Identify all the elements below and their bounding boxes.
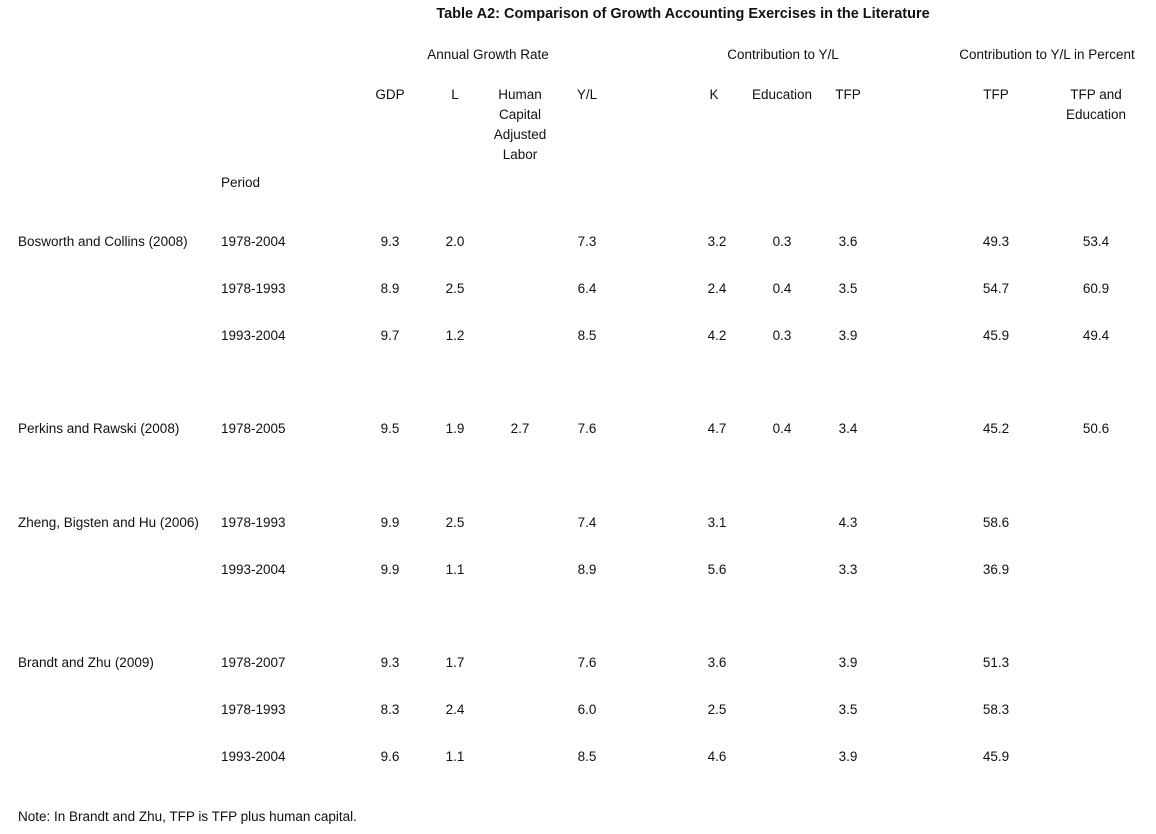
cell-gdp: 9.5: [380, 421, 400, 436]
cell-tfp-percent: 51.3: [982, 655, 1010, 670]
cell-period: 1978-1993: [221, 702, 286, 717]
cell-gdp: 9.9: [380, 562, 400, 577]
table-note: Note: In Brandt and Zhu, TFP is TFP plus human capital.: [18, 809, 357, 824]
group-header-contribution: Contribution to Y/L: [727, 47, 839, 62]
cell-capital: 5.6: [707, 562, 727, 577]
cell-tfp: 3.9: [838, 655, 858, 670]
col-header-education: Education: [751, 87, 813, 102]
cell-labor: 2.4: [445, 702, 465, 717]
col-header-human-capital-adjusted-labor: [494, 85, 547, 165]
cell-output-per-labor: 7.6: [577, 421, 597, 436]
cell-period: 1993-2004: [221, 749, 286, 764]
col-header-hcal-line-4: Labor: [502, 147, 538, 162]
cell-output-per-labor: 7.4: [577, 515, 597, 530]
cell-gdp: 9.9: [380, 515, 400, 530]
cell-period: 1993-2004: [221, 562, 286, 577]
cell-study: Brandt and Zhu (2009): [18, 655, 154, 670]
cell-tfp-and-education-percent: 50.6: [1082, 421, 1110, 436]
cell-output-per-labor: 7.3: [577, 234, 597, 249]
cell-education: 0.4: [772, 281, 792, 296]
cell-tfp: 3.5: [838, 702, 858, 717]
col-header-gdp: GDP: [375, 87, 405, 102]
cell-period: 1993-2004: [221, 328, 286, 343]
cell-gdp: 9.7: [380, 328, 400, 343]
cell-tfp-and-education-percent: 49.4: [1082, 328, 1110, 343]
cell-capital: 4.2: [707, 328, 727, 343]
cell-tfp-and-education-percent: 60.9: [1082, 281, 1110, 296]
col-header-tfp: TFP: [835, 87, 861, 102]
cell-education: 0.3: [772, 234, 792, 249]
cell-gdp: 9.3: [380, 234, 400, 249]
cell-study: Perkins and Rawski (2008): [18, 421, 180, 436]
cell-tfp-percent: 58.6: [982, 515, 1010, 530]
cell-tfp-percent: 45.9: [982, 749, 1010, 764]
cell-labor: 2.5: [445, 515, 465, 530]
cell-study: Zheng, Bigsten and Hu (2006): [18, 515, 199, 530]
cell-gdp: 8.9: [380, 281, 400, 296]
cell-capital: 2.5: [707, 702, 727, 717]
cell-tfp-percent: 58.3: [982, 702, 1010, 717]
cell-study: Bosworth and Collins (2008): [18, 234, 188, 249]
cell-output-per-labor: 8.5: [577, 328, 597, 343]
col-header-tfp-percent: TFP: [983, 87, 1009, 102]
cell-output-per-labor: 8.9: [577, 562, 597, 577]
cell-gdp: 9.6: [380, 749, 400, 764]
cell-labor: 1.9: [445, 421, 465, 436]
cell-tfp: 3.6: [838, 234, 858, 249]
cell-period: 1978-2004: [221, 234, 286, 249]
cell-period: 1978-2005: [221, 421, 286, 436]
cell-labor: 1.7: [445, 655, 465, 670]
cell-tfp: 3.9: [838, 749, 858, 764]
cell-tfp-percent: 45.9: [982, 328, 1010, 343]
cell-output-per-labor: 7.6: [577, 655, 597, 670]
cell-tfp-percent: 54.7: [982, 281, 1010, 296]
col-header-hcal-line-1: Human: [498, 87, 542, 102]
col-header-hcal-line-3: Adjusted: [493, 127, 547, 142]
cell-education: 0.3: [772, 328, 792, 343]
cell-gdp: 8.3: [380, 702, 400, 717]
cell-output-per-labor: 6.0: [577, 702, 597, 717]
cell-tfp-percent: 49.3: [982, 234, 1010, 249]
cell-tfp-percent: 36.9: [982, 562, 1010, 577]
cell-labor: 1.1: [445, 562, 465, 577]
group-header-contribution-percent: Contribution to Y/L in Percent: [959, 47, 1135, 62]
table-title: Table A2: Comparison of Growth Accounting Exercises in the Literature: [436, 6, 930, 22]
cell-labor: 1.2: [445, 328, 465, 343]
cell-capital: 3.1: [707, 515, 727, 530]
cell-tfp: 3.9: [838, 328, 858, 343]
cell-capital: 2.4: [707, 281, 727, 296]
cell-labor: 2.0: [445, 234, 465, 249]
cell-hcal: 2.7: [510, 421, 530, 436]
col-header-hcal-line-2: Capital: [498, 107, 542, 122]
group-header-annual-growth: Annual Growth Rate: [427, 47, 549, 62]
cell-tfp: 3.4: [838, 421, 858, 436]
cell-tfp: 3.3: [838, 562, 858, 577]
cell-period: 1978-1993: [221, 281, 286, 296]
col-header-capital: K: [709, 87, 719, 102]
cell-capital: 4.7: [707, 421, 727, 436]
col-header-tfp-and-education-percent: [1066, 85, 1126, 125]
cell-output-per-labor: 8.5: [577, 749, 597, 764]
cell-tfp-percent: 45.2: [982, 421, 1010, 436]
cell-period: 1978-1993: [221, 515, 286, 530]
col-header-tfp-edu-line-2: Education: [1065, 107, 1127, 122]
col-header-period: Period: [221, 175, 261, 190]
cell-output-per-labor: 6.4: [577, 281, 597, 296]
col-header-labor: L: [451, 87, 459, 102]
cell-labor: 2.5: [445, 281, 465, 296]
cell-education: 0.4: [772, 421, 792, 436]
cell-tfp: 4.3: [838, 515, 858, 530]
cell-capital: 3.6: [707, 655, 727, 670]
col-header-tfp-edu-line-1: TFP and: [1070, 87, 1122, 102]
cell-tfp: 3.5: [838, 281, 858, 296]
cell-period: 1978-2007: [221, 655, 286, 670]
cell-capital: 4.6: [707, 749, 727, 764]
cell-gdp: 9.3: [380, 655, 400, 670]
col-header-output-per-labor: Y/L: [576, 87, 598, 102]
cell-capital: 3.2: [707, 234, 727, 249]
cell-labor: 1.1: [445, 749, 465, 764]
cell-tfp-and-education-percent: 53.4: [1082, 234, 1110, 249]
